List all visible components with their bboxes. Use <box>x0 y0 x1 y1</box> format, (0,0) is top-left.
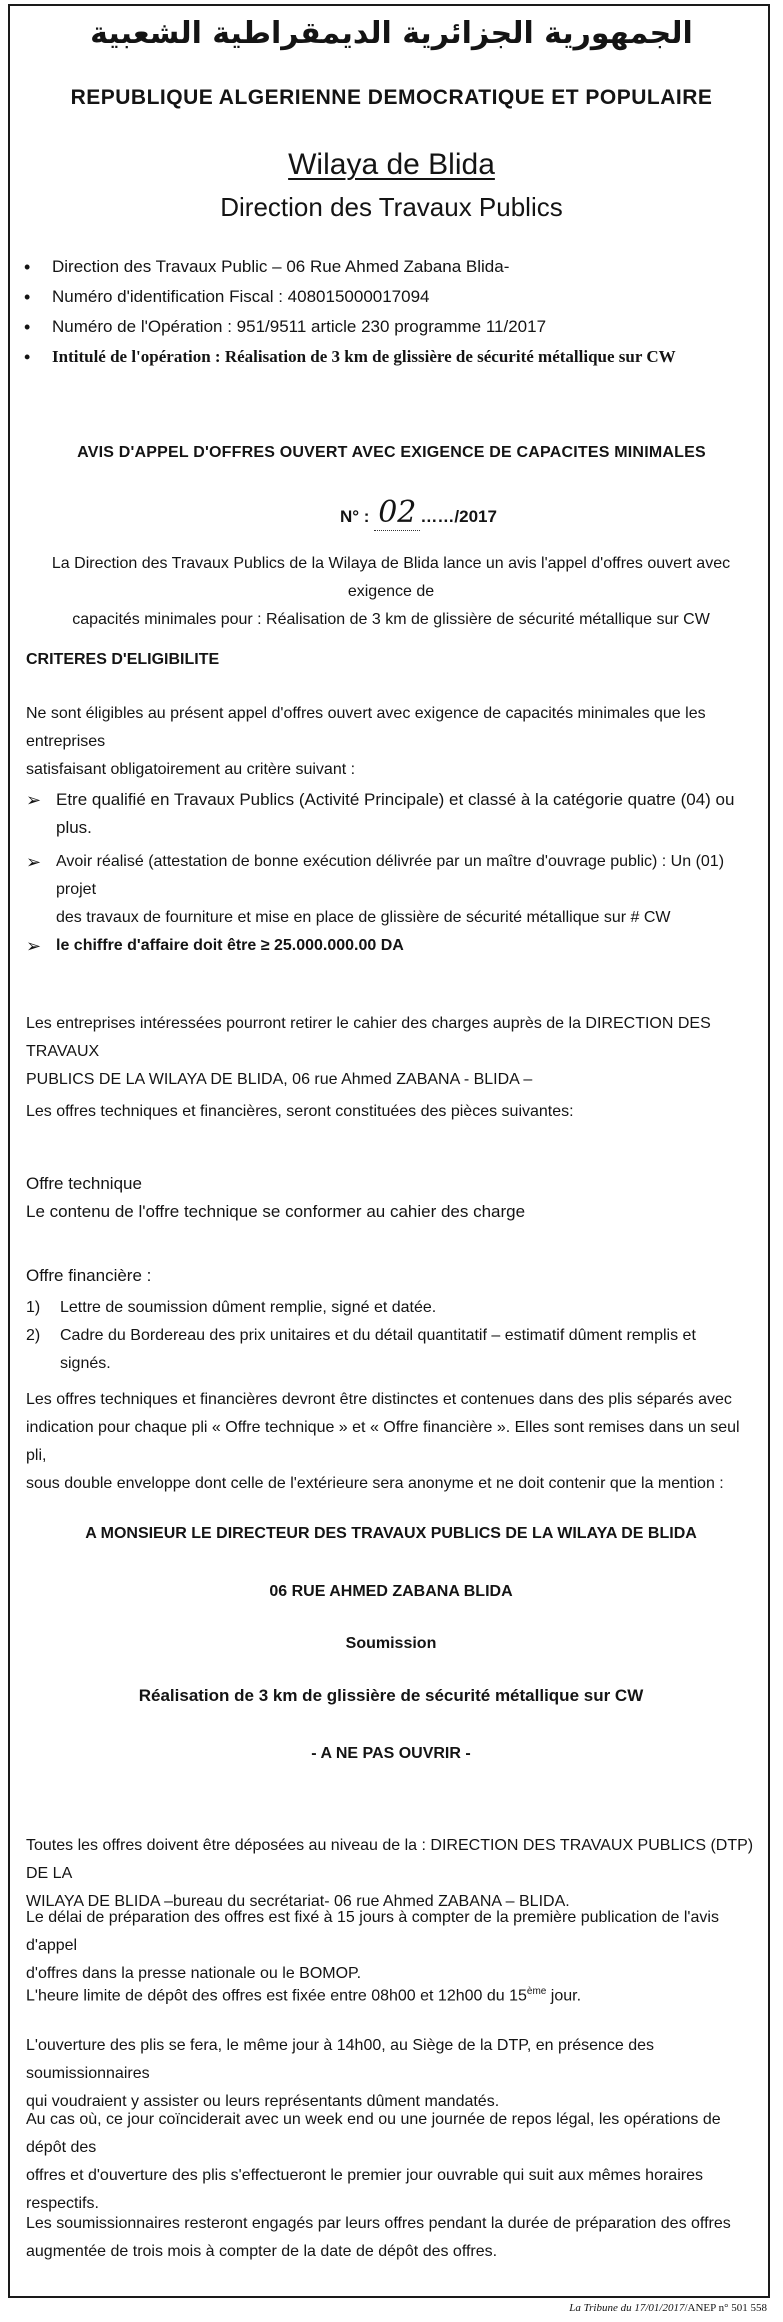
arrow-icon: ➢ <box>26 936 42 956</box>
heure-end: jour. <box>546 1987 582 2005</box>
avis-number-prefix: N° : <box>340 507 370 526</box>
bullet-icon: • <box>24 317 31 337</box>
retrait-line: Les entreprises intéressées pourront retirer le cahier des charges auprès de la DIRECTION DES TRAVAUX <box>26 1015 711 1060</box>
item-text: Cadre du Bordereau des prix unitaires et du détail quantitatif – estimatif dûment remplis et <box>60 1327 696 1344</box>
engages-paragraph <box>26 2210 756 2266</box>
retrait-paragraph <box>26 1010 756 1094</box>
critere-item <box>26 848 756 932</box>
item-text: signés. <box>60 1355 111 1372</box>
avis-number-handwritten: 02 <box>374 495 420 531</box>
info-text: Direction des Travaux Public – 06 Rue Ahmed Zabana Blida- <box>52 257 510 276</box>
item-number: 2) <box>26 1327 41 1344</box>
info-item <box>24 342 764 372</box>
offre-financiere-list <box>26 1294 756 1378</box>
offre-financiere-item <box>26 1322 756 1378</box>
critere-line: le chiffre d'affaire doit être ≥ 25.000.000.00 DA <box>56 937 404 954</box>
info-item <box>24 252 764 282</box>
heure-sup: ème <box>526 1986 547 1997</box>
bullet-icon: • <box>24 347 31 367</box>
intro-line: capacités minimales pour : Réalisation de 3 km de glissière de sécurité métallique sur CW <box>72 611 710 628</box>
avis-title: AVIS D'APPEL D'OFFRES OUVERT AVEC EXIGENCE DE CAPACITES MINIMALES <box>77 444 706 461</box>
cas-paragraph <box>26 2106 756 2218</box>
critere-line: Avoir réalisé (attestation de bonne exécution délivrée par un maître d'ouvrage public) : Un (01) projet <box>56 853 725 898</box>
offre-financiere-title: Offre financière : <box>26 1266 152 1285</box>
critere-line: Etre qualifié en Travaux Publics (Activité Principale) et classé à la catégorie quatre (04) ou <box>56 790 735 809</box>
info-item <box>24 282 764 312</box>
criteres-title: CRITERES D'ELIGIBILITE <box>26 651 220 668</box>
mention-line-2: 06 RUE AHMED ZABANA BLIDA <box>269 1583 513 1600</box>
retrait-line: PUBLICS DE LA WILAYA DE BLIDA, 06 rue Ahmed ZABANA - BLIDA – <box>26 1071 533 1088</box>
critere-line: des travaux de fourniture et mise en place de glissière de sécurité métallique sur # CW <box>56 909 671 926</box>
critere-item <box>26 786 756 842</box>
critere-line: plus. <box>56 818 92 837</box>
cas-line: respectifs. <box>26 2195 99 2212</box>
ouverture-paragraph <box>26 2032 756 2116</box>
ouverture-line: qui voudraient y assister ou leurs représentants dûment mandatés. <box>26 2093 500 2110</box>
offre-technique-title: Offre technique <box>26 1174 142 1193</box>
info-item <box>24 312 764 342</box>
info-text: Numéro d'identification Fiscal : 408015000017094 <box>52 287 430 306</box>
delai-line: d'offres dans la presse nationale ou le BOMOP. <box>26 1965 362 1982</box>
delai-paragraph <box>26 1904 756 1988</box>
item-number: 1) <box>26 1299 41 1316</box>
item-text: Lettre de soumission dûment remplie, signé et datée. <box>60 1299 437 1316</box>
pieces-paragraph: Les offres techniques et financières, seront constituées des pièces suivantes: <box>26 1103 574 1120</box>
plis-paragraph <box>26 1386 756 1498</box>
intro-paragraph <box>26 550 756 634</box>
footer-anep: /ANEP n° 501 558 <box>684 2302 767 2314</box>
criteres-list <box>26 786 756 960</box>
arrow-icon: ➢ <box>26 790 42 810</box>
depot-line: Toutes les offres doivent être déposées au niveau de la : DIRECTION DES TRAVAUX PUBLICS (DTP) DE LA <box>26 1837 754 1882</box>
avis-number <box>340 495 497 530</box>
mention-line-5: - A NE PAS OUVRIR - <box>311 1745 471 1762</box>
criteres-intro-line: Ne sont éligibles au présent appel d'offres ouvert avec exigence de capacités minimales que les entreprises <box>26 705 706 750</box>
avis-number-suffix: ……/2017 <box>420 507 497 526</box>
criteres-intro <box>26 700 756 784</box>
heure-text: L'heure limite de dépôt des offres est fixée entre 08h00 et 12h00 du 15 <box>26 1987 527 2005</box>
heure-paragraph <box>26 1978 756 2010</box>
plis-line: Les offres techniques et financières devront être distinctes et contenues dans des plis séparés avec <box>26 1391 732 1408</box>
bullet-icon: • <box>24 287 31 307</box>
plis-line: sous double enveloppe dont celle de l'extérieure sera anonyme et ne doit contenir que la mention : <box>26 1475 724 1492</box>
direction-title: Direction des Travaux Publics <box>220 192 563 222</box>
mention-line-1: A MONSIEUR LE DIRECTEUR DES TRAVAUX PUBLICS DE LA WILAYA DE BLIDA <box>85 1525 697 1542</box>
offre-financiere-item <box>26 1294 756 1322</box>
info-list <box>24 252 764 372</box>
wilaya-title-text: Wilaya de Blida <box>288 148 495 181</box>
bullet-icon: • <box>24 257 31 277</box>
footer-source: La Tribune du 17/01/2017 <box>569 2302 685 2314</box>
arabic-title: الجمهورية الجزائرية الديمقراطية الشعبية <box>90 16 693 51</box>
critere-item <box>26 932 756 960</box>
cas-line: offres et d'ouverture des plis s'effectueront le premier jour ouvrable qui suit aux mêmes horaires <box>26 2167 703 2184</box>
publication-footer <box>569 2302 767 2314</box>
mention-line-3: Soumission <box>345 1635 437 1652</box>
offre-technique-text: Le contenu de l'offre technique se conformer au cahier des charge <box>26 1202 526 1221</box>
engages-line: Les soumissionnaires resteront engagés par leurs offres pendant la durée de préparation des offres <box>26 2215 731 2232</box>
mention-line-4: Réalisation de 3 km de glissière de sécurité métallique sur CW <box>138 1686 644 1705</box>
engages-line: augmentée de trois mois à compter de la date de dépôt des offres. <box>26 2243 498 2260</box>
intro-line: La Direction des Travaux Publics de la Wilaya de Blida lance un avis l'appel d'offres ouvert avec exigence de <box>51 555 731 600</box>
republic-title: REPUBLIQUE ALGERIENNE DEMOCRATIQUE ET POPULAIRE <box>70 86 713 109</box>
criteres-intro-line: satisfaisant obligatoirement au critère suivant : <box>26 761 356 778</box>
wilaya-title <box>0 148 783 182</box>
info-text: Intitulé de l'opération : Réalisation de 3 km de glissière de sécurité métallique sur CW <box>52 347 676 366</box>
cas-line: Au cas où, ce jour coïnciderait avec un week end ou une journée de repos légal, les opérations de dépôt des <box>26 2111 721 2156</box>
offre-technique <box>26 1170 756 1226</box>
delai-line: Le délai de préparation des offres est fixé à 15 jours à compter de la première publication de l'avis d'appel <box>26 1909 719 1954</box>
plis-line: indication pour chaque pli « Offre technique » et « Offre financière ». Elles sont remises dans un seul pli, <box>26 1419 740 1464</box>
arrow-icon: ➢ <box>26 852 42 872</box>
depot-line: WILAYA DE BLIDA –bureau du secrétariat- 06 rue Ahmed ZABANA – BLIDA. <box>26 1893 570 1910</box>
ouverture-line: L'ouverture des plis se fera, le même jour à 14h00, au Siège de la DTP, en présence des soumissionnaires <box>26 2037 655 2082</box>
info-text: Numéro de l'Opération : 951/9511 article 230 programme 11/2017 <box>52 317 547 336</box>
